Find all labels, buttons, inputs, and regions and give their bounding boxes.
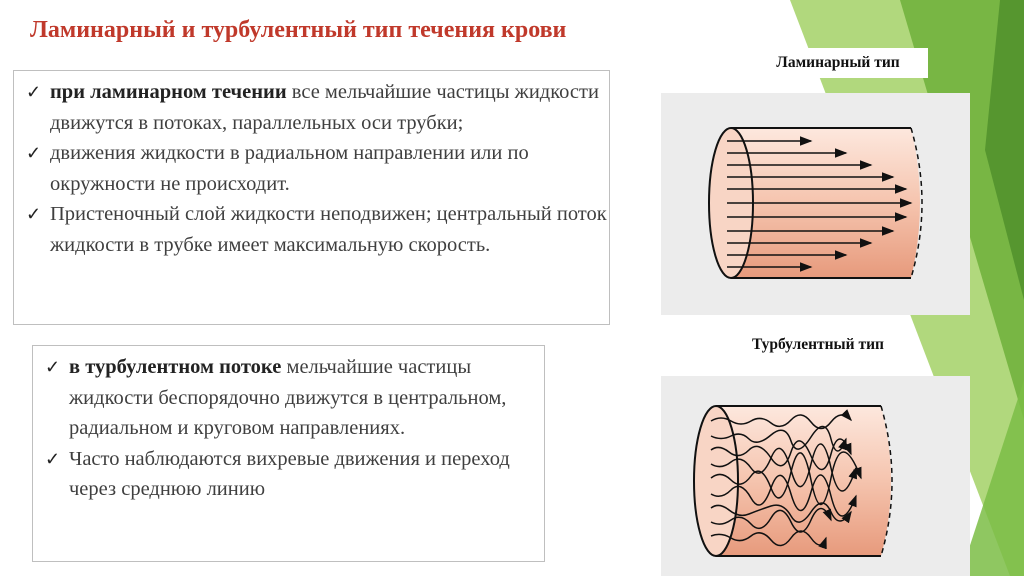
bullet-text: Часто наблюдаются вихревые движения и переход через среднюю линию bbox=[69, 447, 510, 500]
bullet-bold-text: при ламинарном течении bbox=[50, 81, 287, 103]
bullet-item bbox=[14, 199, 609, 260]
turbulent-description-box bbox=[32, 345, 545, 562]
check-icon: ✓ bbox=[45, 357, 61, 377]
turbulent-figure-label: Турбулентный тип bbox=[722, 330, 914, 360]
turbulent-flow-figure bbox=[661, 376, 970, 576]
bullet-text: все мельчайшие частицы жидкости движутся в потоках, параллельных оси трубки; bbox=[50, 81, 599, 134]
laminar-flow-figure bbox=[661, 93, 970, 315]
check-icon: ✓ bbox=[26, 143, 42, 163]
bullet-item bbox=[14, 138, 609, 199]
bullet-item bbox=[33, 352, 544, 444]
bullet-text: Пристеночный слой жидкости неподвижен; центральный поток жидкости в трубке имеет максимальную скорость. bbox=[50, 203, 607, 256]
laminar-description-box bbox=[13, 70, 610, 325]
laminar-figure-label: Ламинарный тип bbox=[748, 48, 928, 78]
bullet-bold-text: в турбулентном потоке bbox=[69, 356, 282, 378]
bullet-item bbox=[14, 77, 609, 138]
bullet-text: движения жидкости в радиальном направлении или по окружности не происходит. bbox=[50, 142, 529, 195]
check-icon: ✓ bbox=[26, 204, 42, 224]
check-icon: ✓ bbox=[45, 448, 61, 469]
check-icon: ✓ bbox=[26, 82, 42, 102]
bullet-text: мельчайшие частицы жидкости беспорядочно движутся в центральном, радиальном и круговом направлениях. bbox=[69, 356, 507, 439]
slide-title: Ламинарный и турбулентный тип течения крови bbox=[30, 17, 567, 43]
bullet-item bbox=[33, 444, 544, 505]
